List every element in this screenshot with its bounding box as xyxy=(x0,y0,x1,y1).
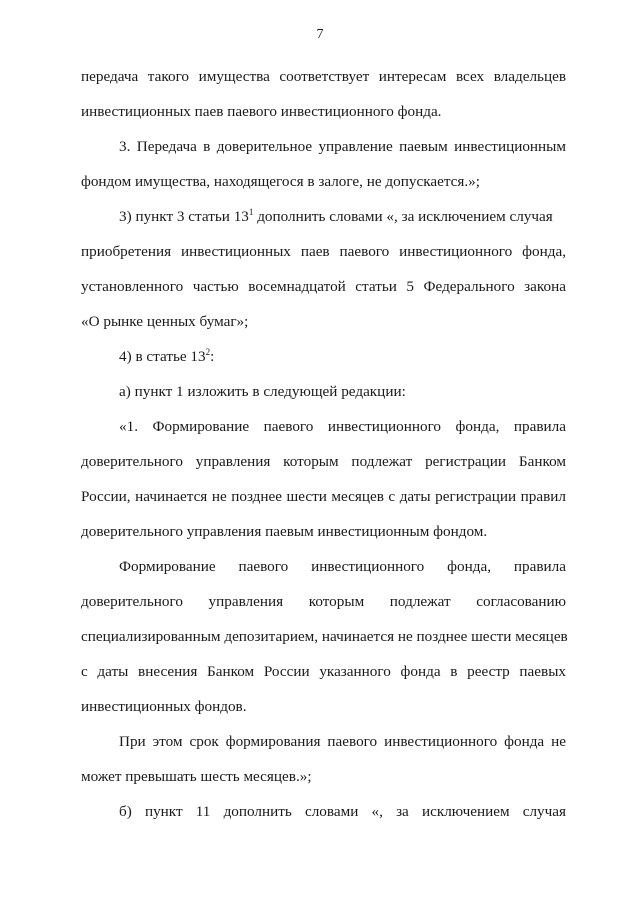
text-line: специализированным депозитарием, начинается не позднее шести месяцев xyxy=(81,628,568,645)
text-line: инвестиционных паев паевого инвестиционного фонда. xyxy=(81,103,442,120)
text-line: фондом имущества, находящегося в залоге, не допускается.»; xyxy=(81,173,480,190)
text-fragment: 3) пункт 3 статьи 13 xyxy=(119,208,249,225)
text-line: инвестиционных фондов. xyxy=(81,698,247,715)
text-line: доверительного управления которым подлежат регистрации Банком xyxy=(81,453,566,470)
text-fragment: 4) в статье 13 xyxy=(119,348,206,365)
text-line: «О рынке ценных бумаг»; xyxy=(81,313,249,330)
text-line: доверительного управления паевым инвестиционным фондом. xyxy=(81,523,488,540)
text-line: б) пункт 11 дополнить словами «, за исключением случая xyxy=(119,803,566,820)
text-line: «1. Формирование паевого инвестиционного фонда, правила xyxy=(119,418,566,435)
text-line: доверительного управления которым подлежат согласованию xyxy=(81,593,566,610)
text-line: приобретения инвестиционных паев паевого инвестиционного фонда, xyxy=(81,243,566,260)
text-line: передача такого имущества соответствует интересам всех владельцев xyxy=(81,68,566,85)
page-number: 7 xyxy=(316,27,324,42)
text-line: России, начинается не позднее шести месяцев с даты регистрации правил xyxy=(81,488,566,505)
superscript: 2 xyxy=(205,347,211,357)
text-line: При этом срок формирования паевого инвестиционного фонда не xyxy=(119,733,566,750)
text-fragment: : xyxy=(210,348,215,365)
text-line: может превышать шесть месяцев.»; xyxy=(81,768,312,785)
text-line: 3. Передача в доверительное управление паевым инвестиционным xyxy=(119,138,566,155)
text-line: а) пункт 1 изложить в следующей редакции: xyxy=(119,383,406,400)
text-line: Формирование паевого инвестиционного фонда, правила xyxy=(119,558,566,575)
text-fragment: дополнить словами «, за исключением случая xyxy=(253,208,553,225)
text-line-with-superscript xyxy=(119,207,566,227)
text-line-with-superscript xyxy=(119,347,566,367)
superscript: 1 xyxy=(248,207,254,217)
text-line: установленного частью восемнадцатой статьи 5 Федерального закона xyxy=(81,278,566,295)
text-line: с даты внесения Банком России указанного фонда в реестр паевых xyxy=(81,663,566,680)
